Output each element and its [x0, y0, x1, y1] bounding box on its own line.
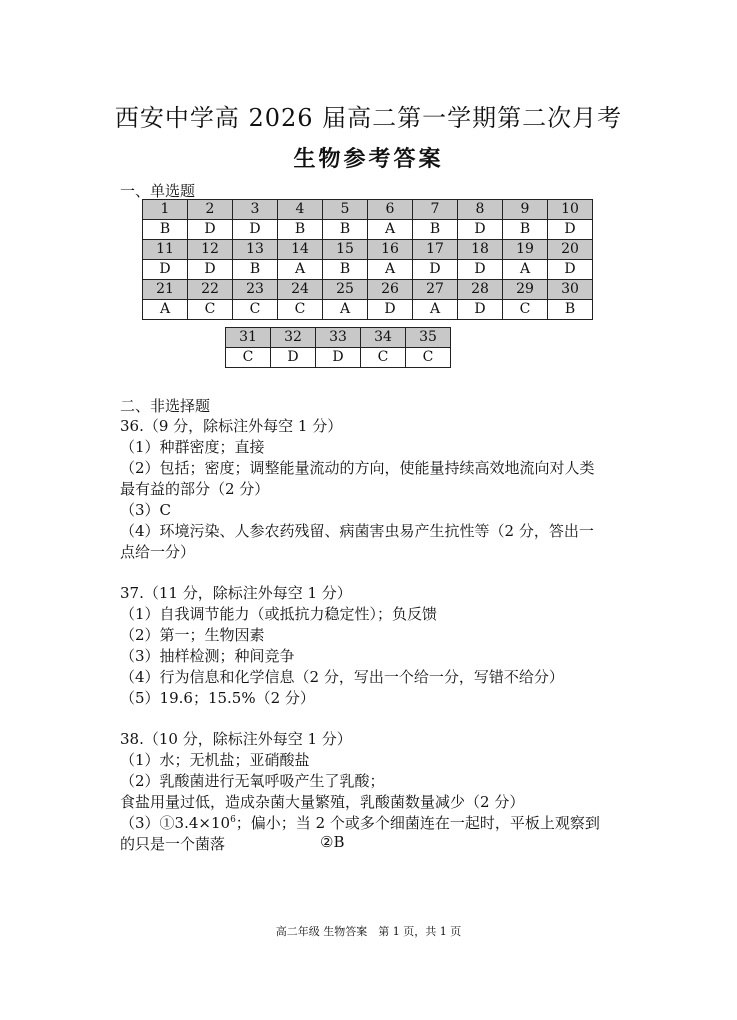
question-number-cell: 22 — [188, 280, 233, 300]
q37-answer-4: （4）行为信息和化学信息（2 分，写出一个给一分，写错不给分） — [120, 668, 564, 686]
section-heading-non-choice: 二、非选择题 — [120, 397, 211, 415]
q38-answer-3-exponent: 6 — [230, 815, 236, 825]
page-footer: 高二年级 生物答案 第 1 页，共 1 页 — [275, 925, 462, 938]
question-number-cell: 28 — [458, 280, 503, 300]
question-number-cell: 27 — [413, 280, 458, 300]
q37-answer-1: （1）自我调节能力（或抵抗力稳定性）；负反馈 — [120, 605, 438, 623]
q38-answer-3-suffix: ；偏小；当 2 个或多个细菌连在一起时，平板上观察到 — [235, 814, 600, 832]
answer-letter-cell: D — [368, 300, 413, 320]
answer-letter-cell: D — [233, 220, 278, 240]
question-number-cell: 32 — [271, 328, 316, 348]
q38-header: 38.（10 分，除标注外每空 1 分） — [120, 730, 352, 748]
question-number-cell: 33 — [316, 328, 361, 348]
answer-letter-cell: A — [503, 260, 548, 280]
question-number-cell: 17 — [413, 240, 458, 260]
q38-answer-1: （1）水；无机盐；亚硝酸盐 — [120, 751, 310, 769]
answer-letter-cell: A — [368, 260, 413, 280]
answer-letter-cell: B — [278, 220, 323, 240]
question-number-cell: 14 — [278, 240, 323, 260]
question-number-cell: 6 — [368, 200, 413, 220]
answer-letter-cell: C — [233, 300, 278, 320]
q37-answer-5: （5）19.6；15.5%（2 分） — [120, 689, 315, 707]
question-number-cell: 8 — [458, 200, 503, 220]
question-number-row — [143, 280, 593, 300]
q36-answer-2-cont: 最有益的部分（2 分） — [120, 480, 270, 498]
question-number-cell: 23 — [233, 280, 278, 300]
answer-letter-cell: D — [316, 348, 361, 368]
answer-letter-cell: A — [278, 260, 323, 280]
question-number-cell: 24 — [278, 280, 323, 300]
answer-letter-cell: B — [233, 260, 278, 280]
answer-letter-cell: B — [503, 220, 548, 240]
answer-letter-cell: D — [271, 348, 316, 368]
question-number-cell: 1 — [143, 200, 188, 220]
answer-table-extra — [225, 327, 451, 368]
answer-letter-row — [143, 300, 593, 320]
question-number-row — [143, 240, 593, 260]
answer-letter-cell: C — [188, 300, 233, 320]
answer-letter-cell: D — [548, 260, 593, 280]
answer-letter-cell: D — [188, 220, 233, 240]
answer-letter-cell: A — [143, 300, 188, 320]
q38-answer-3-cont: 的只是一个菌落 — [120, 835, 226, 853]
answer-letter-cell: C — [278, 300, 323, 320]
q36-answer-4: （4）环境污染、人参农药残留、病菌害虫易产生抗性等（2 分，答出一 — [120, 522, 594, 540]
answer-letter-cell: A — [413, 300, 458, 320]
question-number-cell: 19 — [503, 240, 548, 260]
answer-letter-cell: C — [226, 348, 271, 368]
question-number-cell: 9 — [503, 200, 548, 220]
question-number-cell: 13 — [233, 240, 278, 260]
question-number-cell: 7 — [413, 200, 458, 220]
question-number-cell: 5 — [323, 200, 368, 220]
question-number-cell: 26 — [368, 280, 413, 300]
q38-answer-3 — [120, 812, 600, 833]
answer-letter-row — [226, 348, 451, 368]
answer-letter-row — [143, 260, 593, 280]
answer-letter-row — [143, 220, 593, 240]
question-number-cell: 18 — [458, 240, 503, 260]
section-heading-single-choice: 一、单选题 — [120, 182, 196, 200]
page-subtitle: 生物参考答案 — [293, 146, 444, 172]
question-number-cell: 35 — [406, 328, 451, 348]
q38-answer-3-prefix: （3）①3.4×10 — [120, 814, 231, 832]
answer-letter-cell: D — [458, 260, 503, 280]
answer-letter-cell: B — [143, 220, 188, 240]
answer-letter-cell: D — [548, 220, 593, 240]
question-number-cell: 25 — [323, 280, 368, 300]
question-number-cell: 2 — [188, 200, 233, 220]
q38-answer-3-part2: ②B — [320, 833, 345, 851]
page-title: 西安中学高 2026 届高二第一学期第二次月考 — [114, 104, 623, 132]
question-number-cell: 10 — [548, 200, 593, 220]
answer-letter-cell: A — [368, 220, 413, 240]
question-number-cell: 21 — [143, 280, 188, 300]
question-number-cell: 30 — [548, 280, 593, 300]
q36-answer-1: （1）种群密度；直接 — [120, 438, 265, 456]
answer-letter-cell: C — [406, 348, 451, 368]
question-number-cell: 34 — [361, 328, 406, 348]
question-number-cell: 3 — [233, 200, 278, 220]
q37-answer-3: （3）抽样检测；种间竞争 — [120, 647, 295, 665]
q37-answer-2: （2）第一；生物因素 — [120, 626, 265, 644]
q36-answer-4-cont: 点给一分） — [120, 543, 196, 561]
answer-letter-cell: B — [548, 300, 593, 320]
question-number-cell: 29 — [503, 280, 548, 300]
q36-answer-3: （3）C — [120, 501, 172, 519]
q37-header: 37.（11 分，除标注外每空 1 分） — [120, 584, 352, 602]
answer-letter-cell: C — [503, 300, 548, 320]
question-number-cell: 31 — [226, 328, 271, 348]
q36-header: 36.（9 分，除标注外每空 1 分） — [120, 417, 343, 435]
answer-letter-cell: D — [458, 220, 503, 240]
q38-answer-2: （2）乳酸菌进行无氧呼吸产生了乳酸； — [120, 772, 385, 790]
answer-letter-cell: B — [323, 260, 368, 280]
answer-letter-cell: D — [143, 260, 188, 280]
answer-letter-cell: D — [458, 300, 503, 320]
question-number-row — [226, 328, 451, 348]
q38-answer-2-cont: 食盐用量过低，造成杂菌大量繁殖，乳酸菌数量减少（2 分） — [120, 793, 525, 811]
question-number-cell: 20 — [548, 240, 593, 260]
question-number-cell: 16 — [368, 240, 413, 260]
question-number-cell: 12 — [188, 240, 233, 260]
answer-letter-cell: D — [188, 260, 233, 280]
answer-letter-cell: D — [413, 260, 458, 280]
answer-letter-cell: C — [361, 348, 406, 368]
question-number-row — [143, 200, 593, 220]
q36-answer-2: （2）包括；密度；调整能量流动的方向，使能量持续高效地流向对人类 — [120, 459, 595, 477]
answer-letter-cell: B — [323, 220, 368, 240]
question-number-cell: 15 — [323, 240, 368, 260]
answer-letter-cell: A — [323, 300, 368, 320]
answer-letter-cell: B — [413, 220, 458, 240]
question-number-cell: 4 — [278, 200, 323, 220]
question-number-cell: 11 — [143, 240, 188, 260]
answer-table — [142, 199, 593, 320]
